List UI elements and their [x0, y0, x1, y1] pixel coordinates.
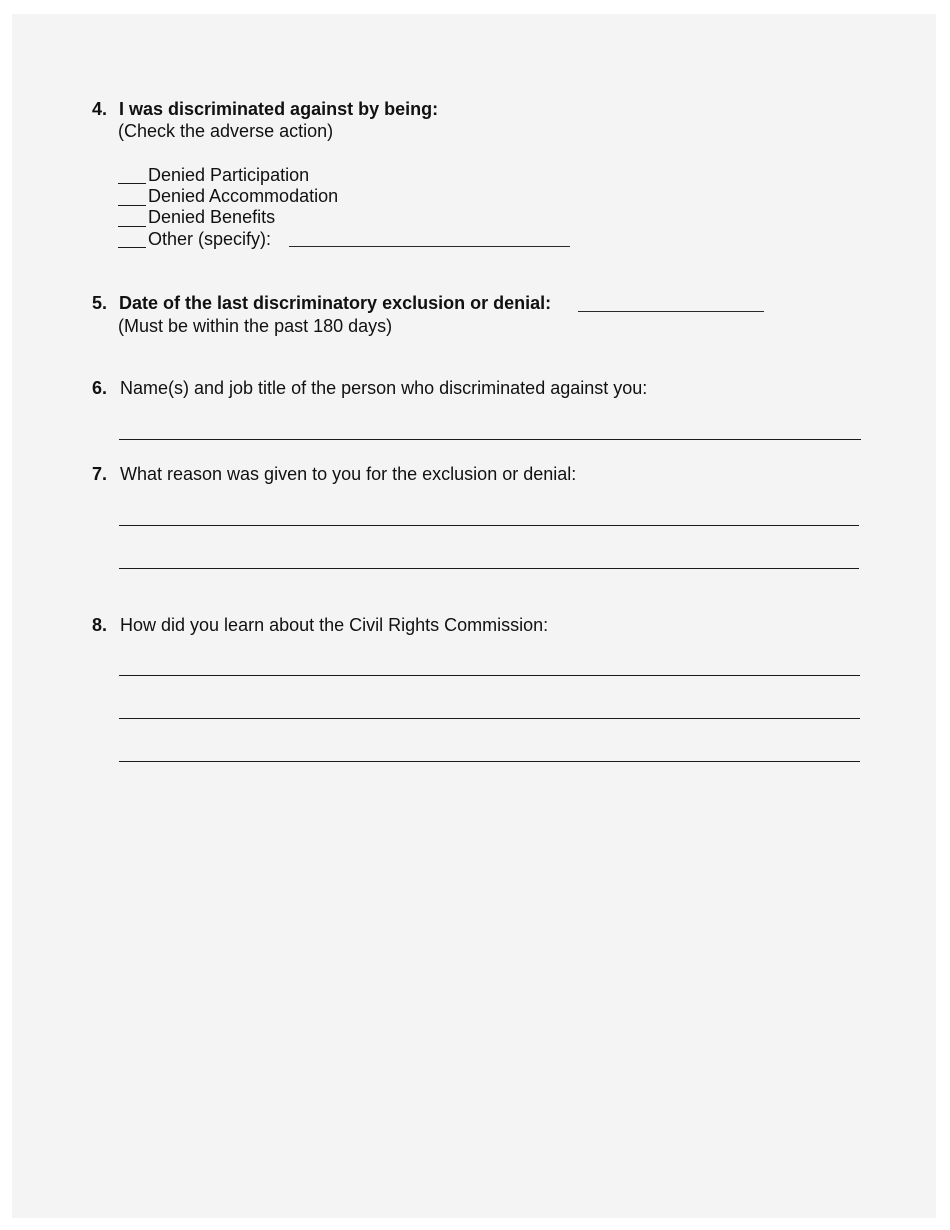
- option-label: Denied Accommodation: [148, 186, 339, 206]
- date-field[interactable]: [578, 311, 764, 312]
- question-8-number: 8.: [92, 615, 108, 635]
- other-specify-field[interactable]: [289, 246, 570, 247]
- answer-line[interactable]: [119, 675, 860, 676]
- question-5-prompt: Date of the last discriminatory exclusion or denial:: [119, 293, 552, 313]
- question-4-instruction: (Check the adverse action): [118, 121, 334, 141]
- answer-line[interactable]: [119, 568, 859, 569]
- answer-line[interactable]: [119, 525, 859, 526]
- question-4-prompt: I was discriminated against by being:: [119, 99, 439, 119]
- option-label: Denied Benefits: [148, 207, 276, 227]
- question-6-prompt: Name(s) and job title of the person who discriminated against you:: [120, 378, 648, 398]
- question-7-number: 7.: [92, 464, 108, 484]
- question-5-number: 5.: [92, 293, 108, 313]
- question-5-instruction: (Must be within the past 180 days): [118, 316, 393, 336]
- answer-line[interactable]: [119, 718, 860, 719]
- option-label: Other (specify):: [148, 229, 272, 249]
- question-6-number: 6.: [92, 378, 108, 398]
- question-4-number: 4.: [92, 99, 108, 119]
- checkbox-blank-denied-accommodation[interactable]: [118, 205, 146, 206]
- checkbox-blank-other[interactable]: [118, 247, 146, 248]
- answer-line[interactable]: [119, 761, 860, 762]
- question-7-prompt: What reason was given to you for the exclusion or denial:: [120, 464, 577, 484]
- checkbox-blank-denied-benefits[interactable]: [118, 226, 146, 227]
- option-label: Denied Participation: [148, 165, 310, 185]
- answer-line[interactable]: [119, 439, 861, 440]
- question-8-prompt: How did you learn about the Civil Rights Commission:: [120, 615, 549, 635]
- checkbox-blank-denied-participation[interactable]: [118, 183, 146, 184]
